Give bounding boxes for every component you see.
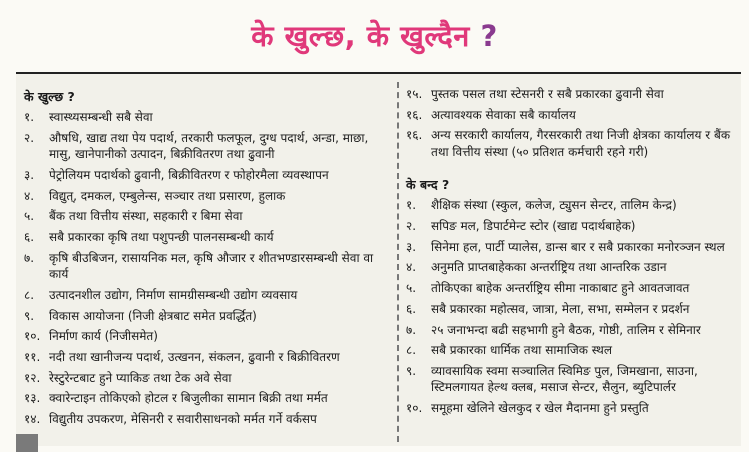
item-number: १०. — [24, 329, 41, 344]
list-item — [24, 167, 388, 184]
item-text: विद्युत्, दमकल, एम्बुलेन्स, सञ्चार तथा प्रसारण, हुलाक — [49, 188, 286, 203]
item-number: ६. — [406, 301, 417, 316]
list-item — [406, 86, 736, 103]
item-text: पुस्तक पसल तथा स्टेसनरी र सबै प्रकारका ढुवानी सेवा — [431, 87, 664, 101]
item-number: १६. — [406, 107, 423, 122]
list-item — [406, 218, 736, 235]
title-text: के खुल्छ, के खुल्दैन — [251, 19, 470, 53]
list-item — [406, 197, 736, 214]
item-text: कृषि बीउबिजन, रासायनिक मल, कृषि औजार र शीतभण्डारसम्बन्धी सेवा वा कार्य — [49, 250, 374, 282]
list-item — [406, 107, 736, 124]
item-text: सिनेमा हल, पार्टी प्यालेस, डान्स बार र सबै प्रकारका मनोरञ्जन स्थल — [431, 239, 725, 254]
list-item — [24, 390, 388, 407]
item-number: ५. — [24, 209, 35, 224]
list-item — [24, 411, 388, 428]
item-text: निर्माण कार्य (निजीसमेत) — [49, 329, 158, 344]
item-number: १०. — [406, 401, 423, 416]
item-text: विद्युतीय उपकरण, मेसिनरी र सवारीसाधनको मर्मत गर्ने वर्कसप — [49, 411, 317, 426]
open-heading: के खुल्छ ? — [24, 89, 75, 104]
corner-stamp — [16, 434, 38, 452]
item-number: ८. — [406, 343, 417, 358]
list-item — [24, 328, 388, 345]
content-box — [16, 72, 741, 446]
item-number: ११. — [24, 349, 41, 364]
item-number: ३. — [406, 239, 417, 254]
list-item — [406, 127, 736, 160]
list-item — [406, 280, 736, 297]
closed-list — [406, 197, 736, 416]
item-number: १६. — [406, 128, 423, 143]
list-item — [24, 370, 388, 387]
item-text: अन्य सरकारी कार्यालय, गैरसरकारी तथा निजी क्षेत्रका कार्यालय र बैंक तथा वित्तीय संस्था (५० प्रतिशत कर्मचारी रहने गरी) — [431, 128, 731, 159]
item-number: ७. — [24, 250, 35, 265]
item-number: १२. — [24, 370, 41, 385]
item-text: औषधि, खाद्य तथा पेय पदार्थ, तरकारी फलफूल, दुग्ध पदार्थ, अन्डा, माछा, मासु, खानेपानीको उत्पादन, बिक्रीवितरण तथा ढुवानी — [49, 130, 369, 162]
item-number: १५. — [406, 87, 423, 101]
item-number: १४. — [24, 411, 41, 426]
list-item — [406, 342, 736, 359]
list-item — [24, 109, 388, 126]
item-text: व्यावसायिक स्वमा सञ्चालित स्विमिङ पुल, जिमखाना, साउना, स्टिमलगायत हेल्थ क्लब, मसाज सेन्टर, सैलुन, ब्युटिपार्लर — [431, 363, 698, 395]
closed-heading: के बन्द ? — [406, 177, 450, 193]
list-item — [24, 349, 388, 366]
open-list — [24, 109, 388, 427]
item-number: १. — [406, 198, 417, 213]
item-number: ८. — [24, 287, 35, 302]
item-text: समूहमा खेलिने खेलकुद र खेल मैदानमा हुने प्रस्तुति — [431, 401, 649, 416]
item-number: ४. — [406, 260, 417, 275]
list-item — [24, 308, 388, 325]
item-text: शैक्षिक संस्था (स्कुल, कलेज, ट्युसन सेन्टर, तालिम केन्द्र) — [431, 198, 677, 213]
list-item — [24, 208, 388, 225]
item-number: ५. — [406, 281, 417, 296]
list-item — [24, 287, 388, 304]
item-text: अनुमति प्राप्तबाहेकका अन्तर्राष्ट्रिय तथा आन्तरिक उडान — [431, 260, 667, 275]
item-text: उत्पादनशील उद्योग, निर्माण सामग्रीसम्बन्धी उद्योग व्यवसाय — [49, 287, 298, 302]
list-item — [406, 301, 736, 318]
item-text: अत्यावश्यक सेवाका सबै कार्यालय — [431, 107, 576, 122]
item-text: क्वारेन्टाइन तोकिएको होटल र बिजुलीका सामान बिक्री तथा मर्मत — [49, 391, 328, 406]
item-number: १३. — [24, 391, 41, 406]
item-text: नदी तथा खानीजन्य पदार्थ, उत्खनन, संकलन, ढुवानी र बिक्रीवितरण — [49, 349, 340, 364]
list-item — [406, 322, 736, 339]
page-title — [0, 16, 749, 55]
item-text: २५ जनाभन्दा बढी सहभागी हुने बैठक, गोष्ठी, तालिम र सेमिनार — [431, 322, 701, 337]
open-column — [24, 86, 388, 432]
item-text: सपिङ मल, डिपार्टमेन्ट स्टोर (खाद्य पदार्थबाहेक) — [431, 219, 636, 234]
item-text: बैंक तथा वित्तीय संस्था, सहकारी र बिमा सेवा — [49, 209, 243, 224]
title-question-mark: ? — [469, 19, 498, 53]
item-text: रेस्टुरेन्टबाट हुने प्याकिङ तथा टेक अवे सेवा — [49, 370, 232, 385]
right-column — [406, 86, 736, 421]
list-item — [24, 130, 388, 163]
item-text: पेट्रोलियम पदार्थको ढुवानी, बिक्रीवितरण र फोहोरमैला व्यवस्थापन — [49, 167, 329, 182]
item-number: ४. — [24, 188, 35, 203]
item-number: ९. — [24, 308, 35, 323]
item-text: सबै प्रकारका धार्मिक तथा सामाजिक स्थल — [431, 343, 612, 358]
item-number: ७. — [406, 322, 417, 337]
item-text: सबै प्रकारका महोत्सव, जात्रा, मेला, सभा, सम्मेलन र प्रदर्शन — [431, 301, 690, 316]
list-item — [406, 239, 736, 256]
item-text: तोकिएका बाहेक अन्तर्राष्ट्रिय सीमा नाकाबाट हुने आवतजावत — [431, 281, 690, 296]
list-item — [24, 229, 388, 246]
item-text: स्वास्थ्यसम्बन्धी सबै सेवा — [49, 110, 153, 124]
item-number: ९. — [406, 363, 417, 378]
column-divider — [397, 82, 399, 442]
item-number: ३. — [24, 167, 35, 182]
list-item — [24, 250, 388, 283]
list-item — [406, 400, 736, 417]
item-text: सबै प्रकारका कृषि तथा पशुपन्छी पालनसम्बन्धी कार्य — [49, 229, 274, 244]
item-number: १. — [24, 110, 35, 124]
list-item — [24, 188, 388, 205]
list-item — [406, 259, 736, 276]
item-number: ६. — [24, 229, 35, 244]
item-number: २. — [24, 130, 35, 145]
item-text: विकास आयोजना (निजी क्षेत्रबाट समेत प्रवर्द्धित) — [49, 308, 257, 323]
open-list-continued — [406, 86, 736, 160]
item-number: २. — [406, 219, 417, 234]
list-item — [406, 363, 736, 396]
